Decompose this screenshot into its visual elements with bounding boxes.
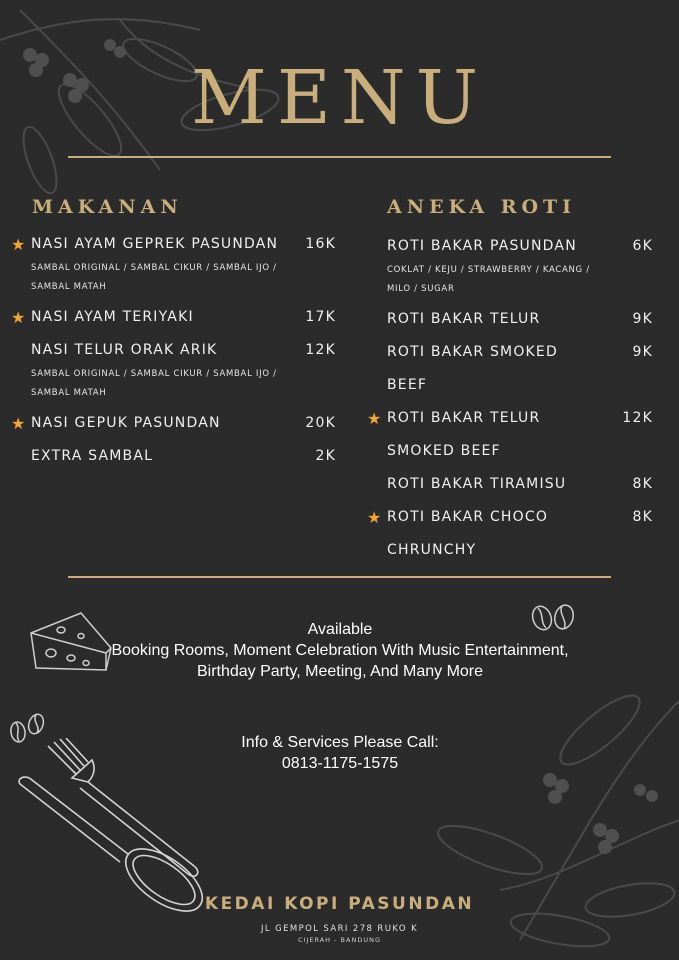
menu-item: ROTI BAKAR SMOKED BEEF 9K xyxy=(387,344,653,393)
aneka-roti-heading: ANEKA ROTI xyxy=(387,196,577,218)
available-title: Available xyxy=(307,621,373,638)
menu-item: ROTI BAKAR TELUR 9K xyxy=(387,311,653,327)
top-divider xyxy=(68,156,611,158)
brand-name: KEDAI KOPI PASUNDAN xyxy=(204,894,475,914)
menu-item: ★ ROTI BAKAR CHOCO CHRUNCHY 8K xyxy=(387,501,653,567)
star-icon: ★ xyxy=(367,508,383,527)
menu-item: ROTI BAKAR PASUNDAN 6K xyxy=(387,238,653,254)
menu-item: ★ NASI AYAM TERIYAKI 17K xyxy=(31,301,336,334)
menu-item: ★ NASI AYAM GEPREK PASUNDAN 16K xyxy=(31,228,336,261)
menu-item: EXTRA SAMBAL 2K xyxy=(31,448,336,464)
menu-title: MENU xyxy=(191,55,488,141)
call-label: Info & Services Please Call: xyxy=(241,734,439,751)
address-area: CIJERAH - BANDUNG xyxy=(298,936,381,944)
star-icon: ★ xyxy=(11,414,27,433)
star-icon: ★ xyxy=(11,235,27,254)
item-note: SAMBAL ORIGINAL / SAMBAL CIKUR / SAMBAL IJO / SAMBAL MATAH xyxy=(31,263,277,292)
menu-item: NASI TELUR ORAK ARIK 12K xyxy=(31,342,336,358)
makanan-heading: MAKANAN xyxy=(32,196,183,218)
available-text: Booking Rooms, Moment Celebration With Music Entertainment, Birthday Party, Meeting, And Many More xyxy=(111,642,569,680)
bottom-divider xyxy=(68,576,611,578)
item-note: COKLAT / KEJU / STRAWBERRY / KACANG / MILO / SUGAR xyxy=(387,265,590,294)
phone-number[interactable]: 0813-1175-1575 xyxy=(281,755,399,772)
menu-item: ROTI BAKAR TIRAMISU 8K xyxy=(387,476,653,492)
makanan-list xyxy=(11,228,336,473)
aneka-roti-list xyxy=(367,230,653,567)
cheese-illustration xyxy=(26,608,116,678)
star-icon: ★ xyxy=(11,308,27,327)
menu-item: ★ ROTI BAKAR TELUR SMOKED BEEF 12K xyxy=(387,402,653,468)
item-note: SAMBAL ORIGINAL / SAMBAL CIKUR / SAMBAL IJO / SAMBAL MATAH xyxy=(31,369,277,398)
menu-item: ★ NASI GEPUK PASUNDAN 20K xyxy=(31,407,336,440)
address: JL GEMPOL SARI 278 RUKO K xyxy=(260,924,419,934)
star-icon: ★ xyxy=(367,409,383,428)
